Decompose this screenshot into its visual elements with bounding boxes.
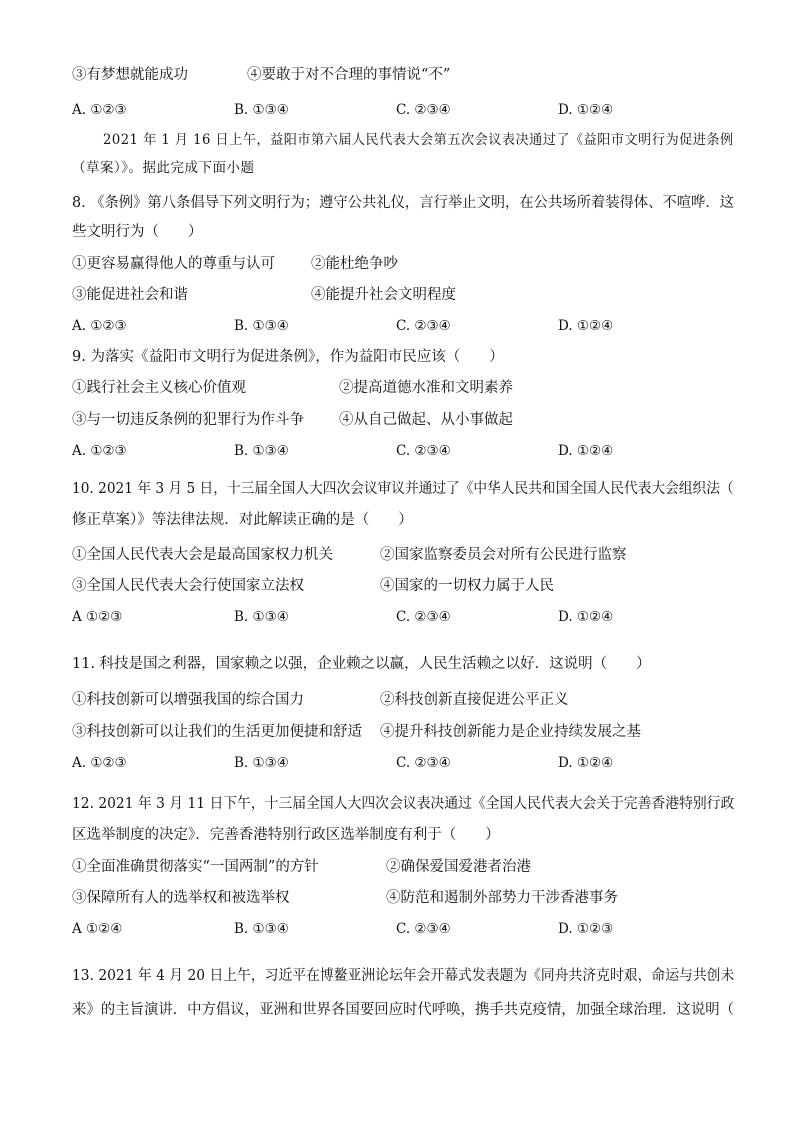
q11-choice-c: C. ②③④ <box>396 755 451 771</box>
q8-stem-line-1: 8. 《条例》第八条倡导下列文明行为；遵守公共礼仪，言行举止文明，在公共场所着装得体、不喧哗．这 <box>72 195 734 211</box>
q9-statement-4: ④从自己做起、从小事做起 <box>339 412 513 428</box>
q7-statement-3: ③有梦想就能成功 <box>72 67 188 83</box>
q9-choice-b: B. ①③④ <box>234 443 289 459</box>
q8-choice-d: D. ①②④ <box>558 318 614 334</box>
q7-choice-b: B. ①③④ <box>234 102 289 118</box>
q10-statement-1: ①全国人民代表大会是最高国家权力机关 <box>72 547 333 563</box>
q12-choice-d: D. ①②③ <box>558 921 614 937</box>
q11-statement-1: ①科技创新可以增强我国的综合国力 <box>72 692 304 708</box>
q12-statement-3: ③保障所有人的选举权和被选举权 <box>72 890 290 906</box>
q9-choice-d: D. ①②④ <box>558 443 614 459</box>
q12-choice-c: C. ②③④ <box>396 921 451 937</box>
q9-stem: 9. 为落实《益阳市文明行为促进条例》，作为益阳市民应该（ ） <box>72 349 504 365</box>
q8-statement-1: ①更容易赢得他人的尊重与认可 <box>72 256 275 272</box>
q10-choice-c: C. ②③④ <box>396 609 451 625</box>
q12-stem-line-2: 区选举制度的决定》．完善香港特别行政区选举制度有利于（ ） <box>72 827 500 843</box>
intro-line-2: （草案）》。据此完成下面小题 <box>72 160 255 176</box>
q9-statement-1: ①践行社会主义核心价值观 <box>72 380 246 396</box>
q10-statement-3: ③全国人民代表大会行使国家立法权 <box>72 578 304 594</box>
q10-stem-line-1: 10. 2021 年 3 月 5 日，十三届全国人大四次会议审议并通过了《中华人民共和国全国人民代表大会组织法（ <box>72 481 734 497</box>
q8-statement-3: ③能促进社会和谐 <box>72 287 188 303</box>
q11-statement-3: ③科技创新可以让我们的生活更加便捷和舒适 <box>72 724 362 740</box>
q8-choice-a: A. ①②③ <box>72 318 127 334</box>
q8-choice-b: B. ①③④ <box>234 318 289 334</box>
q7-choice-a: A. ①②③ <box>72 102 127 118</box>
q11-choice-d: D. ①②④ <box>558 755 614 771</box>
q8-statement-2: ②能杜绝争吵 <box>311 256 398 272</box>
q9-statement-2: ②提高道德水准和文明素养 <box>339 380 513 396</box>
q13-stem-line-2: 来》的主旨演讲．中方倡议，亚洲和世界各国要回应时代呼唤，携手共克疫情，加强全球治理．这说明（ <box>72 1002 734 1018</box>
q12-statement-1: ①全面准确贯彻落实“一国两制”的方针 <box>72 859 319 875</box>
q7-choice-d: D. ①②④ <box>558 102 614 118</box>
q12-statement-2: ②确保爱国爱港者治港 <box>386 859 531 875</box>
q10-choice-d: D. ①②④ <box>558 609 614 625</box>
q13-stem-line-1: 13. 2021 年 4 月 20 日上午，习近平在博鳌亚洲论坛年会开幕式发表题为《同舟共济克时艰，命运与共创未 <box>72 968 735 984</box>
intro-line-1: 2021 年 1 月 16 日上午，益阳市第六届人民代表大会第五次会议表决通过了《益阳市文明行为促进条例 <box>103 132 734 148</box>
q7-choice-c: C. ②③④ <box>396 102 451 118</box>
q10-choice-b: B. ①③④ <box>234 609 289 625</box>
q10-stem-line-2: 修正草案）》等法律法规．对此解读正确的是（ ） <box>72 512 413 528</box>
q9-choice-c: C. ②③④ <box>396 443 451 459</box>
q9-choice-a: A. ①②③ <box>72 443 127 459</box>
q10-statement-4: ④国家的一切权力属于人民 <box>380 578 554 594</box>
q12-stem-line-1: 12. 2021 年 3 月 11 日下午，十三届全国人大四次会议表决通过《全国人民代表大会关于完善香港特别行政 <box>72 796 735 812</box>
q11-statement-2: ②科技创新直接促进公平正义 <box>380 692 569 708</box>
q9-statement-3: ③与一切违反条例的犯罪行为作斗争 <box>72 412 304 428</box>
q11-choice-a: A. ①②③ <box>72 755 127 771</box>
q11-stem: 11. 科技是国之利器，国家赖之以强，企业赖之以赢，人民生活赖之以好．这说明（ ） <box>72 656 651 672</box>
q11-choice-b: B. ①③④ <box>234 755 289 771</box>
q10-choice-a: A ①②③ <box>72 609 123 625</box>
q7-statement-4: ④要敢于对不合理的事情说“不” <box>247 67 451 83</box>
q8-stem-line-2: 些文明行为（ ） <box>72 224 203 240</box>
q12-choice-a: A ①②④ <box>72 921 123 937</box>
q12-choice-b: B. ①③④ <box>234 921 289 937</box>
q8-statement-4: ④能提升社会文明程度 <box>311 287 456 303</box>
q11-statement-4: ④提升科技创新能力是企业持续发展之基 <box>380 724 641 740</box>
q10-statement-2: ②国家监察委员会对所有公民进行监察 <box>380 547 627 563</box>
q8-choice-c: C. ②③④ <box>396 318 451 334</box>
q12-statement-4: ④防范和遏制外部势力干涉香港事务 <box>386 890 618 906</box>
